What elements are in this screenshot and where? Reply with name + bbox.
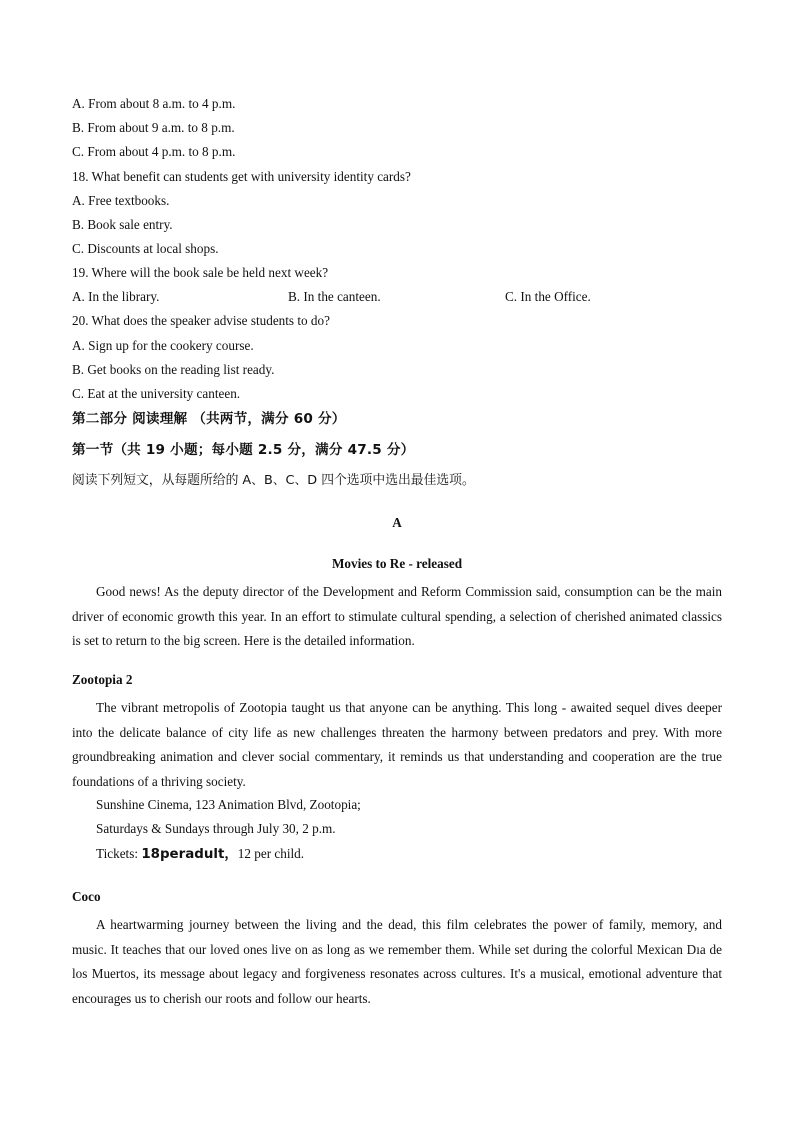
q17-option-c: C. From about 4 p.m. to 8 p.m. xyxy=(72,144,236,159)
movie-heading-zootopia: Zootopia 2 xyxy=(72,672,133,687)
q18-question: 18. What benefit can students get with university identity cards? xyxy=(72,169,411,184)
coco-description: A heartwarming journey between the living and the dead, this film celebrates the power of family, memory, and music. It teaches that our loved ones live on as long as we remember them. While set during the colorful Mexican Dıa de los Muertos, its message about legacy and forgiveness resonates across cultures. It's a musical, emotional adventure that encourages us to cherish our roots and follow our hearts. xyxy=(72,917,722,1006)
tickets-child-price: 12 per child. xyxy=(237,846,305,861)
passage-letter: A xyxy=(392,515,402,530)
q18-option-b: B. Book sale entry. xyxy=(72,217,173,232)
zootopia-description: The vibrant metropolis of Zootopia taught us that anyone can be anything. This long - awaited sequel dives deeper into the delicate balance of city life as new challenges threaten the harmony between predators and prey. With more groundbreaking animation and clever social commentary, it reminds us that understanding and cooperation are the true foundations of a thriving society. xyxy=(72,700,722,789)
tickets-adult-price: 18peradult， xyxy=(141,847,238,862)
q20-option-c: C. Eat at the university canteen. xyxy=(72,386,241,401)
passage-title: Movies to Re - released xyxy=(331,556,463,571)
intro-paragraph: Good news! As the deputy director of the Development and Reform Commission said, consumption can be the main driver of economic growth this year. In an effort to stimulate cultural spending, a selection of cherished animated classics is set to return to the big screen. Here is the detailed information. xyxy=(72,584,722,648)
q17-option-a: A. From about 8 a.m. to 4 p.m. xyxy=(72,96,236,111)
q19-option-a: A. In the library. xyxy=(72,289,160,304)
q20-option-a: A. Sign up for the cookery course. xyxy=(72,338,254,353)
q18-option-a: A. Free textbooks. xyxy=(72,193,170,208)
tickets-label: Tickets: xyxy=(96,846,142,861)
movie-heading-coco: Coco xyxy=(72,889,101,904)
zootopia-venue: Sunshine Cinema, 123 Animation Blvd, Zootopia; xyxy=(96,797,361,812)
instruction-text: 阅读下列短文，从每题所给的 A、B、C、D 四个选项中选出最佳选项。 xyxy=(72,473,475,488)
q20-option-b: B. Get books on the reading list ready. xyxy=(72,362,275,377)
q18-option-c: C. Discounts at local shops. xyxy=(72,241,219,256)
q19-option-b: B. In the canteen. xyxy=(288,289,381,304)
q20-question: 20. What does the speaker advise students to do? xyxy=(72,313,330,328)
part-title: 第二部分 阅读理解 （共两节，满分 60 分） xyxy=(72,411,346,427)
section-title: 第一节（共 19 小题；每小题 2.5 分，满分 47.5 分） xyxy=(72,442,415,458)
zootopia-schedule: Saturdays & Sundays through July 30, 2 p.m. xyxy=(96,821,336,836)
q19-option-c: C. In the Office. xyxy=(505,289,591,304)
q17-option-b: B. From about 9 a.m. to 8 p.m. xyxy=(72,120,235,135)
zootopia-tickets xyxy=(96,846,304,863)
q19-question: 19. Where will the book sale be held next week? xyxy=(72,265,329,280)
